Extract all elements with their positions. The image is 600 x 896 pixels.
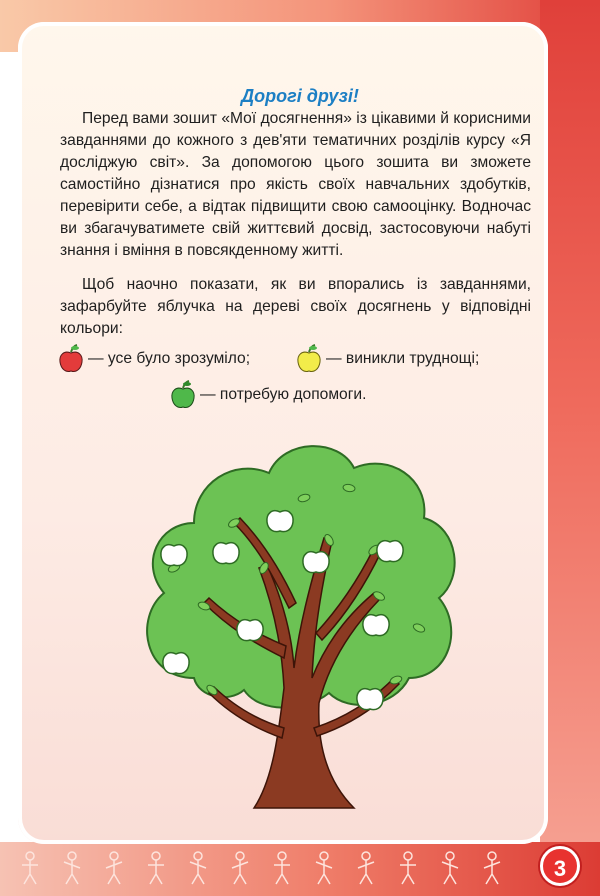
instruction-paragraph-text: Щоб наочно показати, як ви впорались із завданнями, зафарбуйте яблучка на дереві своїх досягнень у відповідні кольори: <box>60 276 531 337</box>
child-silhouette-icon <box>60 850 84 886</box>
child-silhouette-icon <box>354 850 378 886</box>
child-silhouette-icon <box>102 850 126 886</box>
child-silhouette-icon <box>228 850 252 886</box>
legend-item-yellow <box>296 344 479 374</box>
tree-apple <box>363 615 389 636</box>
red-apple-icon <box>58 344 84 374</box>
tree-apple <box>377 541 403 562</box>
legend-item-green <box>170 380 366 410</box>
tree-apple <box>267 511 293 532</box>
achievement-tree-illustration <box>134 428 464 828</box>
child-silhouette-icon <box>18 850 42 886</box>
tree-apple <box>213 543 239 564</box>
child-silhouette-icon <box>270 850 294 886</box>
green-apple-icon <box>170 380 196 410</box>
yellow-apple-icon <box>296 344 322 374</box>
right-decorative-band <box>540 0 600 896</box>
tree-apple <box>237 620 263 641</box>
child-silhouette-icon <box>312 850 336 886</box>
child-silhouette-icon <box>480 850 504 886</box>
child-silhouette-icon <box>396 850 420 886</box>
legend-label-green: — потребую допомоги. <box>200 386 367 403</box>
instruction-paragraph <box>60 274 531 340</box>
intro-paragraph <box>60 108 531 262</box>
child-silhouette-icon <box>144 850 168 886</box>
tree-apple <box>163 653 189 674</box>
legend-label-red: — усе було зрозуміло; <box>88 350 251 367</box>
legend-label-yellow: — виникли труднощі; <box>326 350 480 367</box>
legend-item-red <box>58 344 250 374</box>
page-number-badge: 3 <box>540 846 580 886</box>
tree-apple <box>161 545 187 566</box>
child-silhouette-icon <box>438 850 462 886</box>
intro-paragraph-text: Перед вами зошит «Мої досягнення» із цікавими й корисними завданнями до кожного з дев'яти тематичних розділів курсу «Я досліджую світ». За допомогою цього зошита ви зможете самостійно дізнатися про якість своїх навчальних здобутків, перевірити себе, а відтак підвищити свою самооцінку. Водночас ви збагачуватимете свій життєвий досвід, застосовуючи набуті знання і вміння в повсякденному житті. <box>60 110 531 259</box>
child-silhouette-icon <box>186 850 210 886</box>
tree-apple <box>303 552 329 573</box>
tree-apple <box>357 689 383 710</box>
page-title: Дорогі друзі! <box>241 86 359 106</box>
bottom-decorative-band <box>0 842 600 896</box>
